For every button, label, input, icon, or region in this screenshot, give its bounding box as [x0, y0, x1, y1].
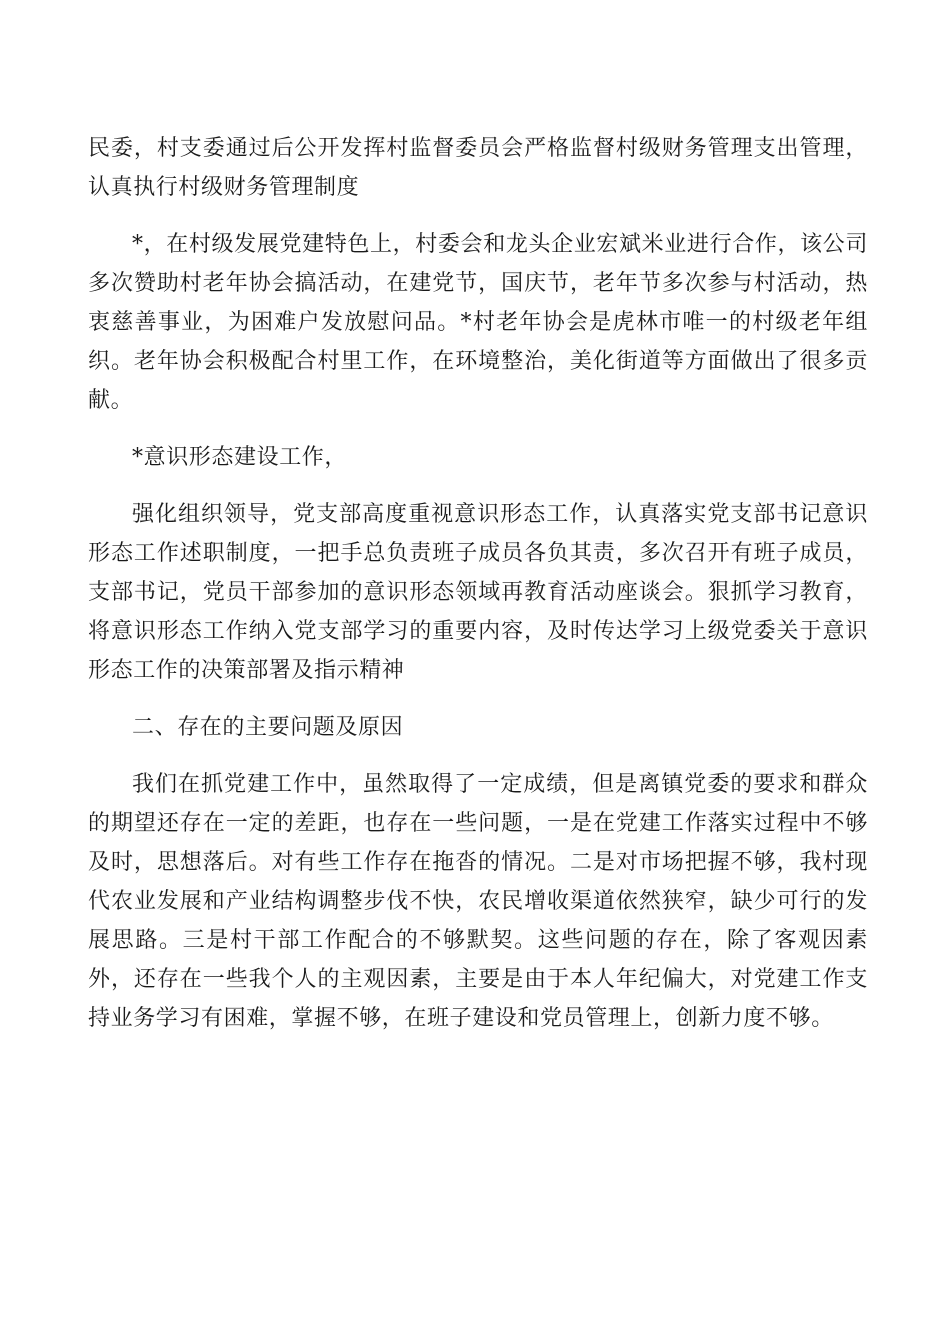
document-body: [88, 129, 868, 1056]
paragraph-problems-causes: 我们在抓党建工作中，虽然取得了一定成绩，但是离镇党委的要求和群众的期望还存在一定的差距，也存在一些问题，一是在党建工作落实过程中不够及时，思想落后。对有些工作存在拖沓的情况。二是对市场把握不够，我村现代农业发展和产业结构调整步伐不快，农民增收渠道依然狭窄，缺少可行的发展思路。三是村干部工作配合的不够默契。这些问题的存在，除了客观因素外，还存在一些我个人的主观因素，主要是由于本人年纪偏大，对党建工作支持业务学习有困难，掌握不够，在班子建设和党员管理上，创新力度不够。: [88, 772, 868, 1031]
paragraph-party-building-feature: *，在村级发展党建特色上，村委会和龙头企业宏斌米业进行合作，该公司多次赞助村老年协会搞活动，在建党节，国庆节，老年节多次参与村活动，热衷慈善事业，为困难户发放慰问品。*村老年协会是虎林市唯一的村级老年组织。老年协会积极配合村里工作，在环境整治，美化街道等方面做出了很多贡献。: [88, 232, 868, 413]
paragraph-organization-leadership: 强化组织领导，党支部高度重视意识形态工作，认真落实党支部书记意识形态工作述职制度，一把手总负责班子成员各负其责，多次召开有班子成员，支部书记，党员干部参加的意识形态领域再教育活动座谈会。狠抓学习教育，将意识形态工作纳入党支部学习的重要内容，及时传达学习上级党委关于意识形态工作的决策部署及指示精神: [88, 502, 868, 683]
paragraph-ideology-heading: *意识形态建设工作，: [132, 445, 348, 470]
section-heading-problems: 二、存在的主要问题及原因: [132, 715, 404, 740]
paragraph-finance-oversight: 民委，村支委通过后公开发挥村监督委员会严格监督村级财务管理支出管理，认真执行村级财务管理制度: [88, 136, 868, 200]
